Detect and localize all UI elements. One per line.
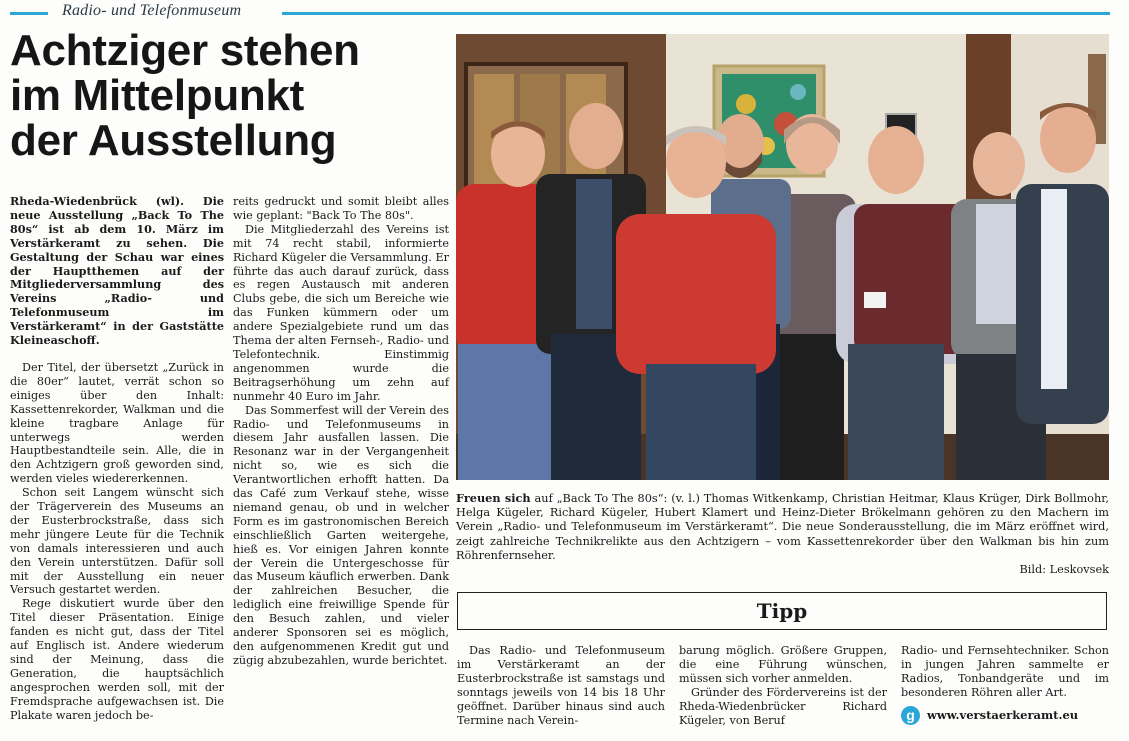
photo-credit: Bild: Leskovsek	[1019, 563, 1109, 577]
g-circle-icon: g	[901, 706, 920, 725]
article-paragraph: Die Mitgliederzahl des Vereins ist mit 74 recht stabil, informierte Richard Kügeler die Versammlung. Er führte das auch darauf zurück, dass es regen Austausch mit anderen Clubs gebe, die sich um Bereiche wie das Funken kümmern oder um andere Spezialgebiete rund um das Thema der alten Fernseh-, Radio- und Telefontechnik. Einstimmig angenommen wurde die Beitragserhöhung um zehn auf nunmehr 40 Euro im Jahr.	[233, 222, 449, 403]
photo-caption	[456, 491, 1109, 577]
headline	[10, 28, 450, 163]
article-column-2	[233, 195, 449, 668]
article-paragraph: Schon seit Langem wünscht sich der Trägerverein des Museums an der Eusterbrockstraße, dass sich mehr jüngere Leute für die Technik von damals interessieren und auch den Verein unterstützen. Dafür soll mit der Ausstellung ein neuer Versuch gestartet werden.	[10, 486, 224, 597]
tipp-paragraph: Gründer des Fördervereins ist der Rheda-Wiedenbrücker Richard Kügeler, von Beruf	[679, 685, 887, 727]
header-rule-right	[282, 12, 1110, 15]
article-paragraph: Das Sommerfest will der Verein des Radio- und Telefonmuseums in diesem Jahr ausfallen lassen. Die Resonanz war in der Vergangenheit nicht so, wie es sich die Verantwortlichen erhofft hatten. Da das Café zum Verkauf stehe, wisse niemand genau, ob und in welcher Form es im gastronomischen Bereich einschließlich Garten weitergehe, hieß es. Vor einigen Jahren konnte der Verein die Untergeschosse für das Museum käuflich erwerben. Dank der zahlreichen Besucher, die lediglich eine freiwillige Spende für den Besuch zahlen, und vieler anderer Sponsoren sei es möglich, den aufgenommenen Kredit gut und zügig abzubezahlen, wurde berichtet.	[233, 403, 449, 667]
tipp-box	[457, 592, 1107, 630]
tipp-column-3	[901, 644, 1109, 700]
tipp-column-2	[679, 644, 887, 727]
header-rule-left	[10, 12, 48, 15]
article-paragraph: Rege diskutiert wurde über den Titel dieser Präsentation. Einige fanden es nicht gut, dass der Titel auf Englisch ist. Andere wiederum sind der Meinung, dass die Generation, die hauptsächlich angesprochen werden soll, mit der Fremdsprache aufgewachsen ist. Die Plakate waren jedoch be-	[10, 597, 224, 722]
caption-lead: Freuen sich	[456, 491, 531, 505]
website-link[interactable]	[901, 705, 1111, 725]
headline-line-3: der Ausstellung	[10, 116, 337, 165]
tipp-column-1	[457, 644, 665, 727]
headline-line-2: im Mittelpunkt	[10, 71, 305, 120]
tipp-title: Tipp	[756, 599, 808, 623]
article-lead: Rheda-Wiedenbrück (wl). Die neue Ausstellung „Back To The 80s“ ist ab dem 10. März im Verstärkeramt zu sehen. Die Gestaltung der Schau war eines der Hauptthemen auf der Mitgliederversammlung des Vereins „Radio- und Telefonmuseum im Verstärkeramt“ in der Gaststätte Kleineaschoff.	[10, 194, 224, 348]
article-paragraph: Der Titel, der übersetzt „Zurück in die 80er“ lautet, verrät schon so einiges über den Inhalt: Kassettenrekorder, Walkman und die kleine tragbare Anlage für unterwegs werden Hauptbestandteile sein. Alle, die in den Achtzigern groß geworden sind, werden vieles wiedererkennen.	[10, 360, 224, 486]
tipp-paragraph: Radio- und Fernsehtechniker. Schon in jungen Jahren sammelte er Radios, Tonbandgeräte und im besonderen Röhren aller Art.	[901, 644, 1109, 699]
section-header	[10, 0, 1110, 26]
website-url[interactable]: www.verstaerkeramt.eu	[927, 708, 1079, 722]
group-photo-illustration	[456, 34, 1109, 480]
caption-text: auf „Back To The 80s“: (v. l.) Thomas Witkenkamp, Christian Heitmar, Klaus Krüger, Dirk Bollmohr, Helga Kügeler, Richard Kügeler, Hubert Klamert und Heinz-Dieter Brökelmann gehören zu den Machern im Verein „Radio- und Telefonmuseum im Verstärkeramt“. Die neue Sonderausstellung, die im März eröffnet wird, zeigt zahlreiche Technikrelikte aus den Achtzigern – vom Kassettenrekorder über den Walkman bis hin zum Röhrenfernseher.	[456, 492, 1109, 562]
article-column-1	[10, 195, 224, 723]
tipp-paragraph: Das Radio- und Telefonmuseum im Verstärkeramt an der Eusterbrockstraße ist samstags und sonntags jeweils von 14 bis 18 Uhr geöffnet. Darüber hinaus sind auch Termine nach Verein-	[457, 644, 665, 727]
tipp-paragraph: barung möglich. Größere Gruppen, die eine Führung wünschen, müssen sich vorher anmelden.	[679, 644, 887, 685]
article-paragraph: reits gedruckt und somit bleibt alles wie geplant: "Back To The 80s".	[233, 195, 449, 222]
group-photo	[456, 34, 1109, 480]
section-label: Radio- und Telefonmuseum	[62, 2, 242, 19]
headline-line-1: Achtziger stehen	[10, 26, 360, 75]
